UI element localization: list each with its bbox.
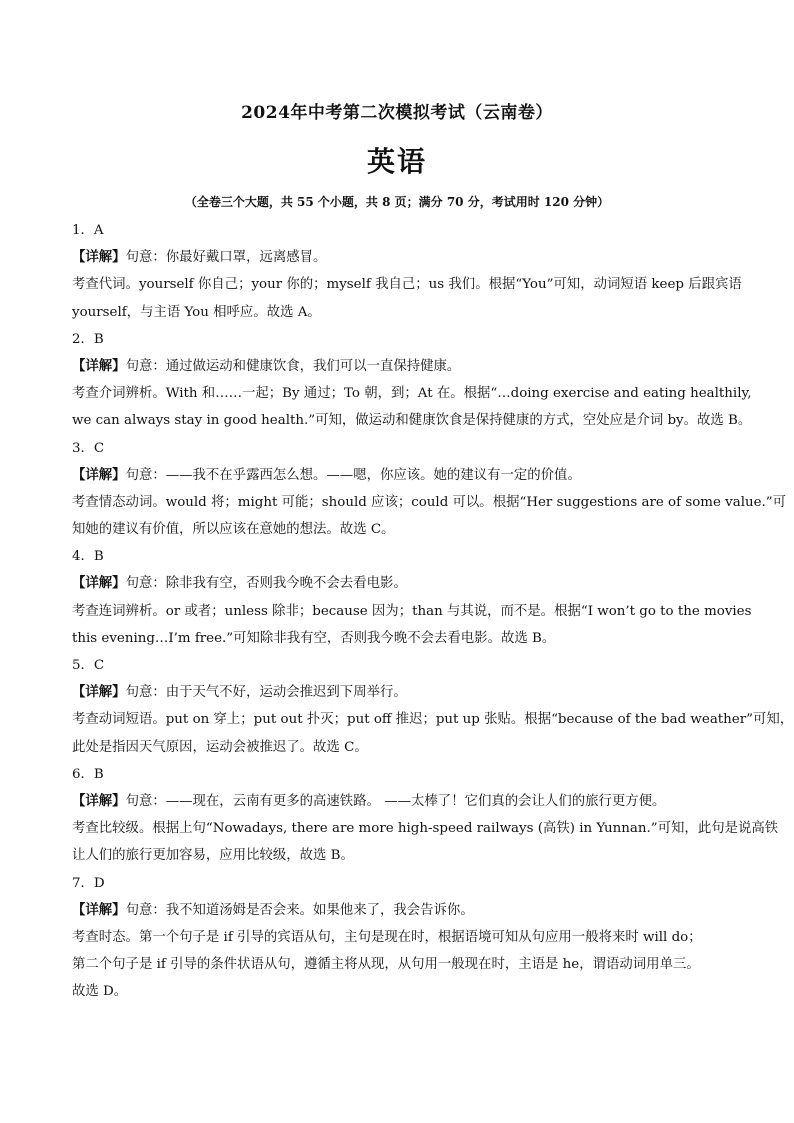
explanation-line: 知她的建议有价值，所以应该在意她的想法。故选 C。 <box>72 522 395 538</box>
detail-tag: 【详解】 <box>72 792 126 809</box>
answer-number: 4．B <box>72 549 104 565</box>
answer-detail <box>72 462 732 489</box>
answer-number: 1．A <box>72 223 104 238</box>
explanation-line: 考查介词辨析。With 和……一起；By 通过；To 朝，到；At 在。根据“…doing exercise and eating healthily, <box>72 386 752 402</box>
answer-number: 7．D <box>72 875 105 891</box>
explanation-line: 考查比较级。根据上句“Nowadays, there are more high-speed railways (高铁) in Yunnan.”可知，此句是说高铁 <box>72 821 779 837</box>
detail-text: 句意：通过做运动和健康饮食，我们可以一直保持健康。 <box>125 358 461 374</box>
answer-detail <box>72 244 732 271</box>
detail-text: 句意：你最好戴口罩，远离感冒。 <box>125 250 327 266</box>
detail-text: 句意：除非我有空，否则我今晚不会去看电影。 <box>125 576 407 592</box>
answer-detail <box>72 679 732 706</box>
explanation-line: 故选 D。 <box>72 984 128 1000</box>
explanation-line: 考查动词短语。put on 穿上；put out 扑灭；put off 推迟；put up 张贴。根据“because of the bad weather”可知， <box>72 712 794 728</box>
answer-number: 5．C <box>72 658 105 673</box>
exam-note: （全卷三个大题，共 55 个小题，共 8 页；满分 70 分，考试用时 120 分钟） <box>184 195 610 209</box>
explanation-line: 此处是指因天气原因，运动会被推迟了。故选 C。 <box>72 739 368 755</box>
explanation-line: 考查代词。yourself 你自己；your 你的；myself 我自己；us 我们。根据“You”可知，动词短语 keep 后跟宾语 <box>72 277 742 293</box>
explanation-line: 第二个句子是 if 引导的条件状语从句，遵循主将从现，从句用一般现在时，主语是 he，谓语动词用单三。 <box>72 957 700 973</box>
answer-detail <box>72 570 732 597</box>
answer-list <box>72 217 794 1005</box>
answer-number: 3．C <box>72 440 105 456</box>
answer-detail <box>72 897 732 924</box>
explanation-line: we can always stay in good health.”可知，做运动和健康饮食是保持健康的方式，空处应是介词 by。故选 B。 <box>72 413 752 429</box>
explanation-line: yourself，与主语 You 相呼应。故选 A。 <box>72 304 321 320</box>
explanation-line: 让人们的旅行更加容易，应用比较级，故选 B。 <box>72 848 354 864</box>
detail-text: 句意：——我不在乎露西怎么想。——嗯，你应该。她的建议有一定的价值。 <box>125 467 581 483</box>
detail-text: 句意：由于天气不好，运动会推迟到下周举行。 <box>125 685 407 701</box>
detail-text: 句意：——现在，云南有更多的高速铁路。 ——太棒了！它们真的会让人们的旅行更方便。 <box>125 793 666 809</box>
explanation-line: 考查时态。第一个句子是 if 引导的宾语从句，主句是现在时，根据语境可知从句应用一般将来时 will do； <box>72 929 702 945</box>
detail-tag: 【详解】 <box>72 575 126 592</box>
detail-tag: 【详解】 <box>72 901 126 918</box>
answer-number: 6．B <box>72 766 104 782</box>
explanation-line: this evening…I’m free.”可知除非我有空，否则我今晚不会去看电影。故选 B。 <box>72 630 556 646</box>
explanation-line: 考查情态动词。would 将；might 可能；should 应该；could 可以。根据“Her suggestions are of some value.”可 <box>72 494 787 510</box>
explanation-line: 考查连词辨析。or 或者；unless 除非；because 因为；than 与其说，而不是。根据“I won’t go to the movies <box>72 603 752 619</box>
detail-text: 句意：我不知道汤姆是否会来。如果他来了，我会告诉你。 <box>125 902 474 918</box>
detail-tag: 【详解】 <box>72 466 126 483</box>
answer-detail <box>72 788 732 815</box>
detail-tag: 【详解】 <box>72 357 126 374</box>
detail-tag: 【详解】 <box>72 249 126 266</box>
answer-detail <box>72 353 732 380</box>
detail-tag: 【详解】 <box>72 684 126 701</box>
answer-number: 2．B <box>72 331 104 347</box>
subject-title: 英语 <box>366 145 427 178</box>
exam-title: 2024年中考第二次模拟考试（云南卷） <box>241 103 553 123</box>
